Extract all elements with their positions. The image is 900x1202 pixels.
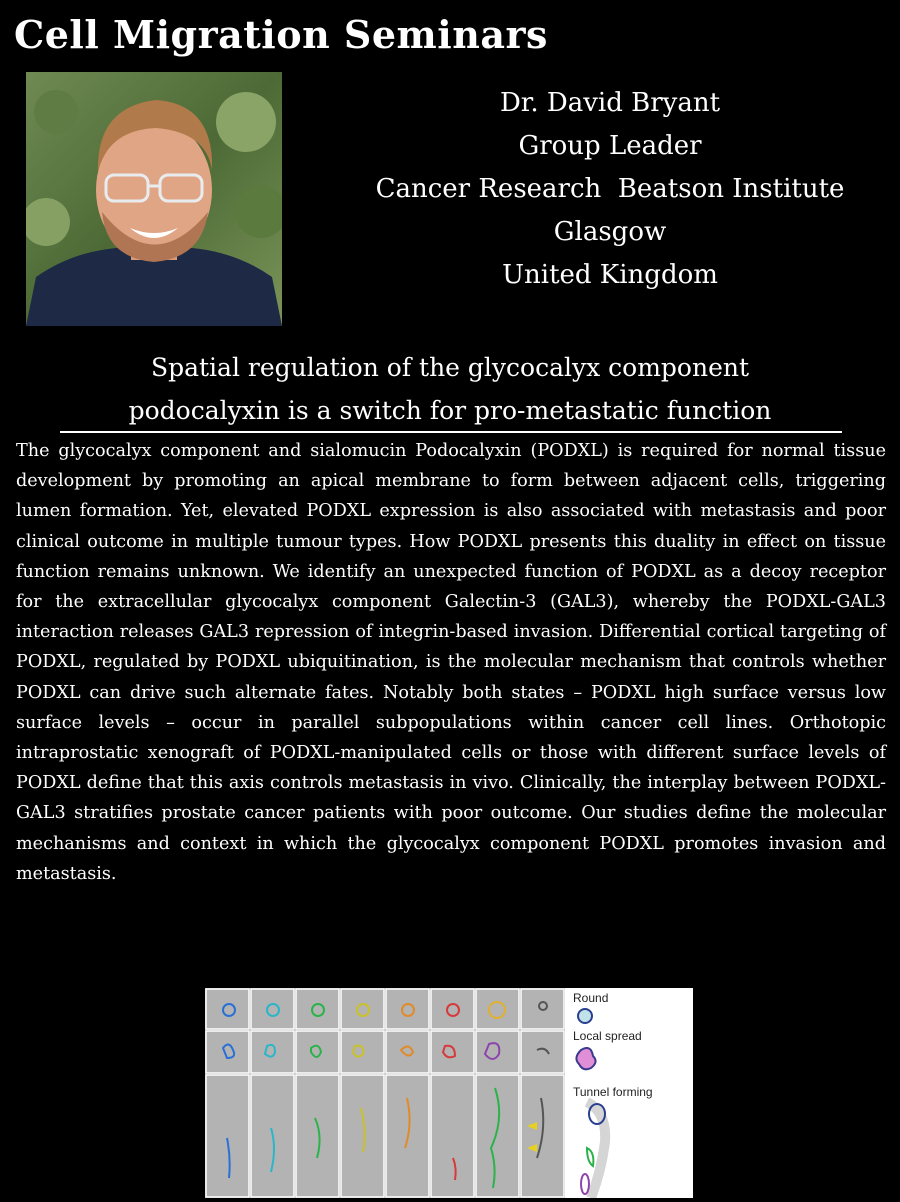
talk-title-line-1: Spatial regulation of the glycocalyx component [150,353,750,382]
speaker-photo [26,72,282,326]
talk-title-line-2: podocalyxin is a switch for pro-metastatic function [128,396,772,425]
talk-title [20,346,880,432]
speaker-institute: Cancer Research Beatson Institute [375,174,845,204]
legend-local-spread-label: Local spread [573,1029,642,1043]
speaker-info [330,82,890,297]
speaker-role: Group Leader [518,131,702,161]
cell-shape-legend [573,991,653,1198]
page-title: Cell Migration Seminars [14,12,548,57]
abstract-text: The glycocalyx component and sialomucin Podocalyxin (PODXL) is required for normal tissue development by promoting an apical membrane to form between adjacent cells, triggering lumen formation. Yet, elevated PODXL expression is also associated with metastasis and poor clinical outcome in multiple tumour types. How PODXL presents this duality in effect on tissue function remains unknown. We identify an unexpected function of PODXL as a decoy receptor for the extracellular glycocalyx component Galectin-3 (GAL3), whereby the PODXL-GAL3 interaction releases GAL3 repression of integrin-based invasion. Differential cortical targeting of PODXL, regulated by PODXL ubiquitination, is the molecular mechanism that controls whether PODXL can drive such alternate fates. Notably both states – PODXL high surface versus low surface levels – occur in parallel subpopulations within cancer cell lines. Orthotopic intraprostatic xenograft of PODXL-manipulated cells or those with different surface levels of PODXL define that this axis controls metastasis in vivo. Clinically, the interplay between PODXL-GAL3 stratifies prostate cancer patients with poor outcome. Our studies define the molecular mechanisms and context in which the glycocalyx component PODXL promotes invasion and metastasis. [16,441,886,884]
speaker-city: Glasgow [553,217,667,247]
microscopy-figure [205,988,693,1198]
legend-round-label: Round [573,991,609,1005]
legend-tunnel-forming-label: Tunnel forming [573,1085,653,1099]
microscopy-panels [205,988,565,1198]
speaker-name: Dr. David Bryant [499,88,721,118]
title-underline [60,431,842,433]
speaker-country: United Kingdom [502,260,718,290]
